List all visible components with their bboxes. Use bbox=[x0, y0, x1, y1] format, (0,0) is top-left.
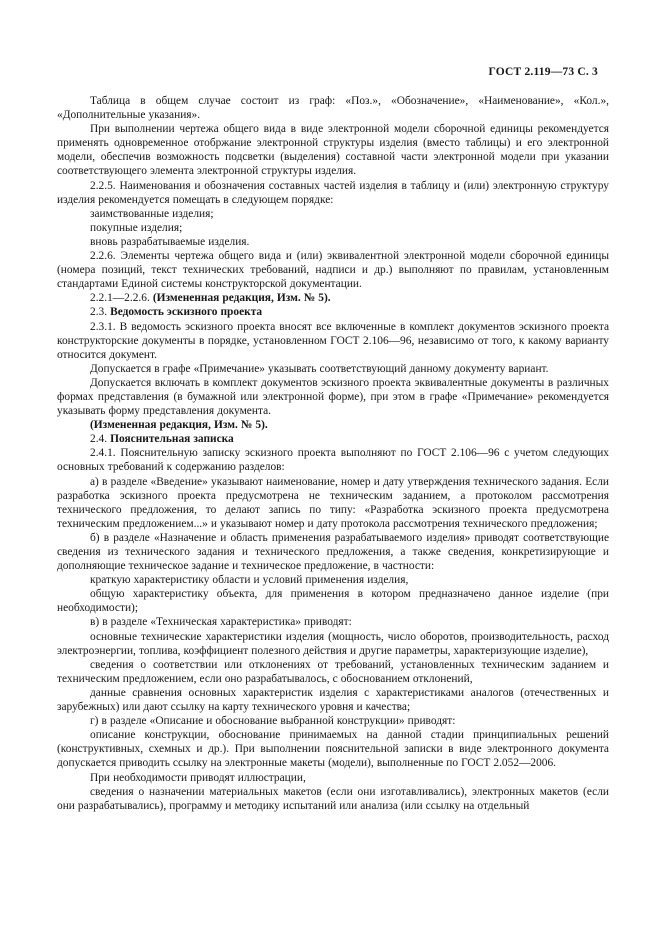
paragraph-run: 2.2.6. Элементы чертежа общего вида и (или) эквивалентной электронной модели сборочной единицы (номера позиций, текст технических требований, надписи и др.) выполняют по правилам, установленным стандартами Единой системы конструкторской документации. bbox=[57, 250, 609, 291]
paragraph-run: а) в разделе «Введение» указывают наименование, номер и дату утверждения технического задания. Если разработка эскизного проекта предусмотрена не техническим заданием, а протоколом рассмотрения технического предложения, то делают запись по типу: «Разработка эскизного проекта предусмотрена техническим предложением...» и указывают номер и дату протокола рассмотрения технического предложения; bbox=[57, 475, 609, 530]
paragraph-run: Допускается в графе «Примечание» указывать соответствующий данному документу вариант. bbox=[90, 362, 549, 375]
paragraph bbox=[57, 179, 609, 207]
paragraph-run: в) в разделе «Техническая характеристика» приводят: bbox=[90, 616, 352, 629]
paragraph bbox=[57, 573, 609, 587]
paragraph bbox=[57, 376, 609, 418]
paragraph bbox=[57, 728, 609, 770]
paragraph-run-bold: Пояснительная записка bbox=[110, 433, 234, 446]
paragraph-run: 2.4.1. Пояснительную записку эскизного проекта выполняют по ГОСТ 2.106—96 с учетом следующих основных требований к содержанию разделов: bbox=[57, 447, 609, 474]
paragraph-run: 2.3.1. В ведомость эскизного проекта вносят все включенные в комплект документов эскизного проекта конструкторские документы в порядке, установленном ГОСТ 2.106—96, независимо от того, к какому варианту относится документ. bbox=[57, 320, 609, 361]
document-body bbox=[57, 94, 609, 813]
paragraph bbox=[57, 221, 609, 235]
paragraph-run-bold: (Измененная редакция, Изм. № 5). bbox=[152, 292, 331, 305]
paragraph bbox=[57, 686, 609, 714]
paragraph bbox=[57, 291, 609, 305]
page-header bbox=[57, 65, 598, 79]
paragraph bbox=[57, 305, 609, 319]
paragraph-run: Таблица в общем случае состоит из граф: «Поз.», «Обозначение», «Наименование», «Кол.», «Дополнительные указания». bbox=[57, 95, 609, 122]
paragraph-run: данные сравнения основных характеристик изделия с характеристиками аналогов (отечественных и зарубежных) или дают ссылку на карту технического уровня и качества; bbox=[57, 686, 609, 714]
paragraph-run: краткую характеристику области и условий применения изделия, bbox=[90, 574, 409, 587]
paragraph-run-bold: (Измененная редакция, Изм. № 5). bbox=[90, 419, 268, 432]
paragraph bbox=[57, 531, 609, 573]
paragraph-run-bold: Ведомость эскизного проекта bbox=[110, 306, 263, 319]
paragraph bbox=[57, 785, 609, 813]
paragraph-run: заимствованные изделия; bbox=[90, 207, 214, 220]
paragraph bbox=[57, 94, 609, 122]
paragraph-run: г) в разделе «Описание и обоснование выбранной конструкции» приводят: bbox=[90, 715, 456, 728]
paragraph bbox=[57, 658, 609, 686]
paragraph bbox=[57, 446, 609, 474]
paragraph-run: 2.3. bbox=[90, 306, 111, 319]
paragraph bbox=[57, 320, 609, 362]
paragraph bbox=[57, 122, 609, 178]
paragraph bbox=[57, 771, 609, 785]
paragraph-run: основные технические характеристики изделия (мощность, число оборотов, производительность, расход электроэнергии, топлива, коэффициент полезного действия и другие параметры, характеризующие изделие), bbox=[57, 630, 609, 657]
paragraph bbox=[57, 207, 609, 221]
paragraph-run: общую характеристику объекта, для применения в котором предназначено данное изделие (при необходимости); bbox=[57, 588, 609, 615]
paragraph-run: При необходимости приводят иллюстрации, bbox=[90, 771, 306, 784]
paragraph bbox=[57, 615, 609, 629]
paragraph bbox=[57, 475, 609, 531]
paragraph-run: 2.4. bbox=[90, 433, 111, 446]
paragraph bbox=[57, 235, 609, 249]
paragraph-run: покупные изделия; bbox=[90, 221, 183, 234]
standard-number: ГОСТ 2.119—73 С. 3 bbox=[488, 66, 598, 78]
paragraph bbox=[57, 630, 609, 658]
paragraph bbox=[57, 587, 609, 615]
paragraph bbox=[57, 714, 609, 728]
paragraph-run: Допускается включать в комплект документов эскизного проекта эквивалентные документы в различных формах представления (в бумажной или электронной форме), при этом в графе «Примечание» рекомендуется указывать форму представления документа. bbox=[57, 376, 609, 418]
paragraph-run: описание конструкции, обоснование принимаемых на данной стадии принципиальных решений (конструктивных, схемных и др.). При выполнении пояснительной записки в виде электронного документа допускается приводить ссылку на электронные макеты (модели), выполненные по ГОСТ 2.052—2006. bbox=[57, 729, 609, 770]
paragraph-run: б) в разделе «Назначение и область применения разрабатываемого изделия» приводят соответствующие сведения из технического задания и технического предложения, а также сведения, конкретизирующие и дополняющие техническое задание и техническое предложение, в частности: bbox=[57, 531, 609, 573]
paragraph-run: 2.2.1—2.2.6. bbox=[90, 292, 153, 305]
paragraph-run: вновь разрабатываемые изделия. bbox=[90, 235, 250, 248]
paragraph-run: сведения о соответствии или отклонениях от требований, установленных техническим заданием и техническим предложением, если оно разрабатывалось, с обоснованием отклонений, bbox=[57, 658, 609, 685]
paragraph bbox=[57, 362, 609, 376]
paragraph bbox=[57, 432, 609, 446]
paragraph bbox=[57, 249, 609, 291]
paragraph-run: 2.2.5. Наименования и обозначения составных частей изделия в таблицу и (или) электронную структуру изделия рекомендуется помещать в следующем порядке: bbox=[57, 179, 609, 206]
paragraph bbox=[57, 418, 609, 432]
paragraph-run: сведения о назначении материальных макетов (если они изготавливались), электронных макетов (если они разрабатывались), программу и методику испытаний или анализа (или ссылку на отдельный bbox=[57, 785, 609, 812]
paragraph-run: При выполнении чертежа общего вида в виде электронной модели сборочной единицы рекомендуется применять одновременное отобржание электронной структуры изделия (вместо таблицы) и его электронной модели, обеспечив возможность подсветки (выделения) составной части электронной модели при указании соответствующего элемента электронной структуры изделия. bbox=[57, 123, 609, 178]
